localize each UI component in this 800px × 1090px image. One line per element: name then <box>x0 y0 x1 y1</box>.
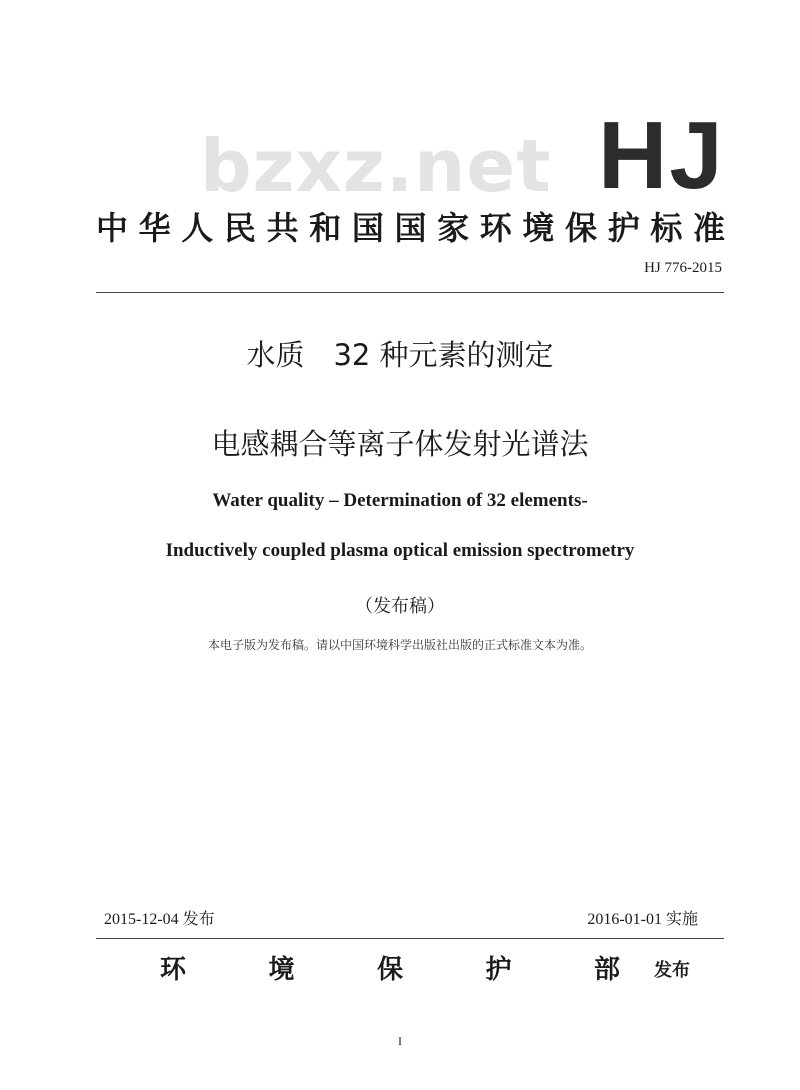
top-divider <box>96 292 724 293</box>
bottom-divider <box>96 938 724 939</box>
issue-date: 2015-12-04 发布 <box>104 911 215 928</box>
english-title-line-1: Water quality – Determination of 32 elements- <box>212 490 588 511</box>
edition-note: 本电子版为发布稿。请以中国环境科学出版社出版的正式标准文本为准。 <box>207 638 592 652</box>
hj-logo: HJ <box>598 102 725 209</box>
english-title-line-2: Inductively coupled plasma optical emission spectrometry <box>165 540 635 561</box>
draft-label: （发布稿） <box>355 596 445 617</box>
title-line-1: 水质 32 种元素的测定 <box>246 338 554 372</box>
publish-label: 发布 <box>654 960 690 981</box>
implementation-date: 2016-01-01 实施 <box>587 911 698 928</box>
standard-number: HJ 776-2015 <box>644 260 722 276</box>
title-line-2: 电感耦合等离子体发射光谱法 <box>211 427 589 461</box>
ministry-name: 环境保护部 <box>160 955 620 985</box>
watermark-text: bzxz.net <box>200 124 552 208</box>
page-number: I <box>398 1034 402 1048</box>
organization-title: 中华人民共和国国家环境保护标准 <box>96 209 728 247</box>
